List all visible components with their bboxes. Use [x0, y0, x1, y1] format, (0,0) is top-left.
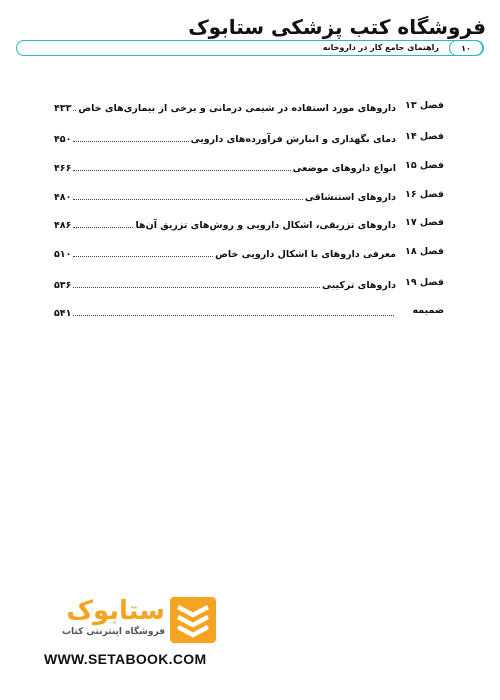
entry-title: داروهای استنشاقی: [304, 192, 396, 203]
entry-line: [54, 189, 396, 203]
entry-line: [54, 131, 396, 145]
entry-title: داروهای ترکیبی: [321, 280, 396, 291]
logo-wordmark: ستابوک: [66, 596, 165, 626]
entry-title: داروهای مورد استفاده در شیمی درمانی و برخی از بیماری‌های خاص: [78, 103, 396, 114]
toc-entry[interactable]: [54, 217, 444, 233]
chapter-label: فصل ۱۵: [405, 160, 444, 171]
entry-line: [54, 100, 396, 114]
toc-entry[interactable]: [54, 100, 444, 116]
toc-entry[interactable]: [54, 305, 444, 321]
chapter-label: فصل ۱۷: [405, 217, 444, 228]
dot-leader: [73, 287, 320, 288]
page-number: ۴۸۶: [54, 220, 72, 231]
entry-line: [54, 305, 396, 319]
toc-entry[interactable]: [54, 131, 444, 147]
page-number: ۴۸۰: [54, 192, 72, 203]
chapter-label: فصل ۱۹: [405, 277, 444, 288]
page-number: ۴۵۰: [54, 134, 72, 145]
toc-entry[interactable]: [54, 189, 444, 205]
dot-leader: [73, 227, 133, 228]
website-url[interactable]: WWW.SETABOOK.COM: [44, 651, 207, 667]
entry-title: انواع داروهای موضعی: [292, 163, 396, 174]
dot-leader: [73, 199, 302, 200]
entry-line: [54, 277, 396, 291]
page-number: ۵۳۶: [54, 280, 72, 291]
page-number: ۱۰: [449, 40, 483, 56]
table-of-contents: [0, 0, 500, 330]
entry-title: دمای نگهداری و انبارش فرآورده‌های دارویی: [190, 134, 396, 145]
entry-line: [54, 160, 396, 174]
chapter-label: فصل ۱۶: [405, 189, 444, 200]
setabook-logo[interactable]: [40, 595, 215, 645]
dot-leader: [73, 170, 290, 171]
chapter-label: فصل ۱۳: [405, 100, 444, 111]
dot-leader: [73, 141, 188, 142]
page-number: ۴۶۶: [54, 163, 72, 174]
chapter-label: فصل ۱۸: [405, 246, 444, 257]
chapter-label: ضمیمه: [412, 305, 444, 316]
toc-entry[interactable]: [54, 246, 444, 262]
toc-entry[interactable]: [54, 160, 444, 176]
page-number: ۵۱۰: [54, 249, 72, 260]
toc-entry[interactable]: [54, 277, 444, 293]
entry-title: داروهای تزریقی، اشکال دارویی و روش‌های تزریق آن‌ها: [135, 220, 396, 231]
dot-leader: [73, 315, 394, 316]
dot-leader: [73, 256, 213, 257]
entry-line: [54, 246, 396, 260]
dot-leader: [73, 110, 76, 111]
book-title: راهنمای جامع کار در داروخانه: [322, 43, 439, 52]
logo-subtitle: فروشگاه اینترنتی کتاب: [61, 627, 165, 637]
page-number: ۴۳۳: [54, 103, 72, 114]
stacked-chevrons-icon: [170, 597, 216, 643]
brand-title: فروشگاه کتب پزشکی ستابوک: [188, 15, 486, 39]
chapter-label: فصل ۱۴: [405, 131, 444, 142]
entry-title: معرفی داروهای با اشکال دارویی خاص: [215, 249, 396, 260]
page-number: ۵۴۱: [54, 308, 72, 319]
entry-line: [54, 217, 396, 231]
